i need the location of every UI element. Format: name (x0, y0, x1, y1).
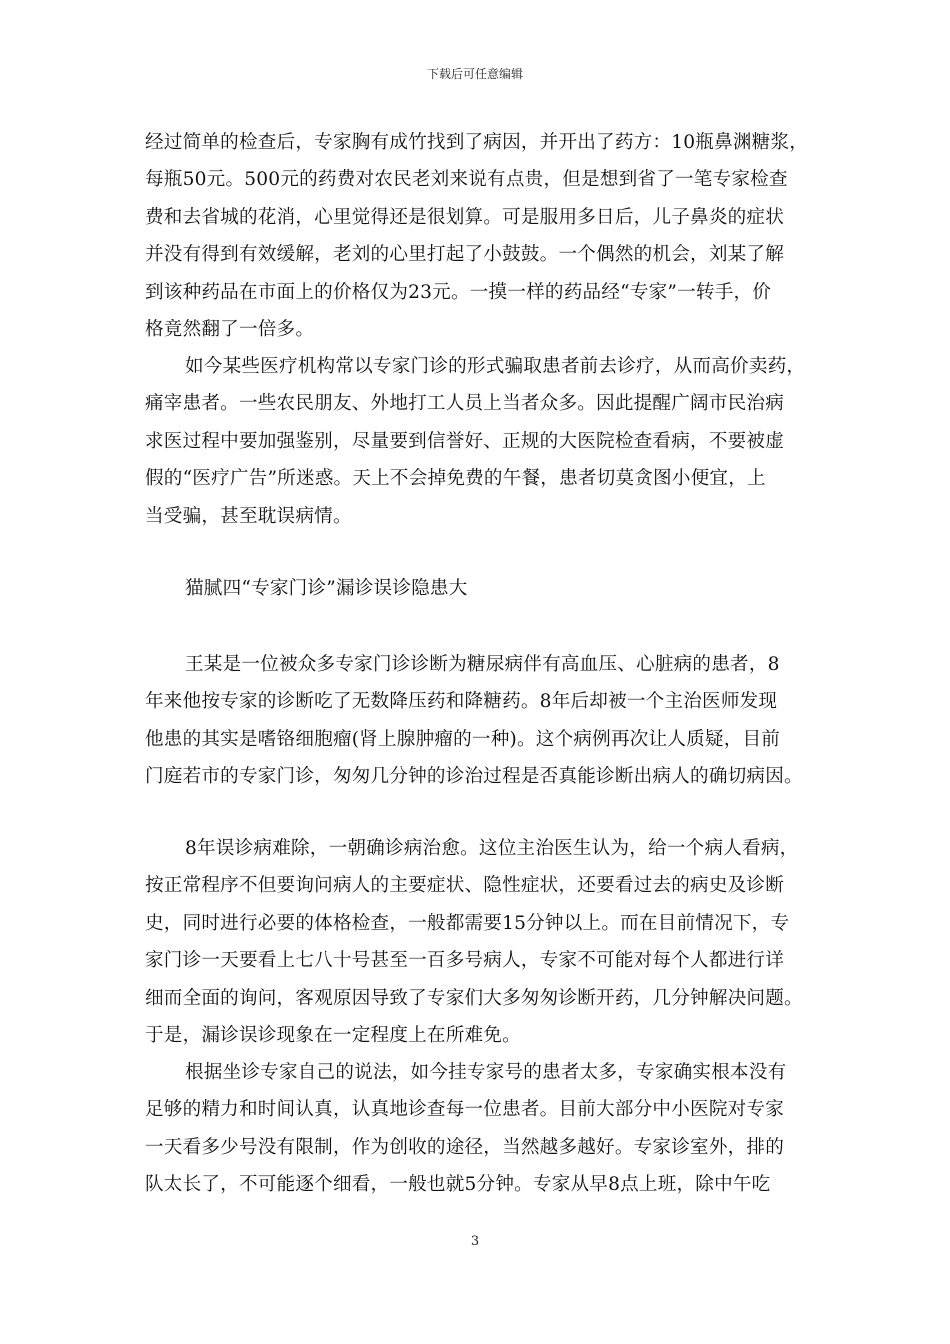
paragraph-3 (145, 646, 815, 796)
paragraph-line: 费和去省城的花消，心里觉得还是很划算。可是服用多日后，儿子鼻炎的症状 (145, 206, 784, 228)
paragraph-line: 求医过程中要加强鉴别，尽量要到信誉好、正规的大医院检查看病，不要被虚 (145, 430, 784, 452)
paragraph-1 (145, 124, 815, 348)
paragraph-2 (145, 348, 815, 535)
paragraph-line: 门庭若市的专家门诊，匆匆几分钟的诊治过程是否真能诊断出病人的确切病因。 (145, 766, 803, 788)
paragraph-line: 队太长了，不可能逐个细看，一般也就5分钟。专家从早8点上班，除中午吃 (145, 1174, 771, 1196)
paragraph-line: 格竟然翻了一倍多。 (145, 318, 315, 340)
paragraph-line: 到该种药品在市面上的价格仅为23元。一摸一样的药品经“专家”一转手，价 (145, 281, 772, 303)
paragraph-line: 于是，漏诊误诊现象在一定程度上在所难免。 (145, 1024, 521, 1046)
paragraph-line: 并没有得到有效缓解，老刘的心里打起了小鼓鼓。一个偶然的机会，刘某了解 (145, 244, 784, 266)
paragraph-line: 如今某些医疗机构常以专家门诊的形式骗取患者前去诊疗，从而高价卖药， (185, 356, 806, 377)
page-header: 下载后可任意编辑 (426, 67, 523, 81)
paragraph-line: 史，同时进行必要的体格检查，一般都需要15分钟以上。而在目前情况下，专 (145, 912, 790, 934)
section-heading (145, 570, 815, 607)
paragraph-line: 细而全面的询问，客观原因导致了专家们大多匆匆诊断开药，几分钟解决问题。 (145, 987, 803, 1009)
section-heading-text: 猫腻四“专家门诊”漏诊误诊隐患大 (185, 578, 468, 599)
paragraph-line: 王某是一位被众多专家门诊诊断为糖尿病伴有高血压、心脏病的患者，8 (185, 654, 780, 675)
paragraph-line: 痛宰患者。一些农民朋友、外地打工人员上当者众多。因此提醒广阔市民治病 (145, 393, 784, 415)
paragraph-line: 根据坐诊专家自己的说法，如今挂专家号的患者太多，专家确实根本没有 (185, 1062, 787, 1083)
paragraph-line: 当受骗，甚至耽误病情。 (145, 505, 352, 527)
paragraph-line: 足够的精力和时间认真，认真地诊查每一位患者。目前大部分中小医院对专家 (145, 1099, 784, 1121)
paragraph-line: 假的“医疗广告”所迷惑。天上不会掉免费的午餐，患者切莫贪图小便宜，上 (145, 468, 766, 490)
paragraph-line: 一天看多少号没有限制，作为创收的途径，当然越多越好。专家诊室外，排的 (145, 1136, 784, 1158)
paragraph-line: 每瓶50元。500元的药费对农民老刘来说有点贵，但是想到省了一笔专家检查 (145, 169, 788, 191)
paragraph-4 (145, 830, 815, 1054)
page-number: 3 (470, 1234, 480, 1249)
paragraph-line: 家门诊一天要看上七八十号甚至一百多号病人，专家不可能对每个人都进行详 (145, 950, 784, 972)
paragraph-line: 年来他按专家的诊断吃了无数降压药和降糖药。8年后却被一个主治医师发现 (145, 691, 778, 713)
paragraph-line: 8年误诊病难除，一朝确诊病治愈。这位主治医生认为，给一个病人看病， (185, 838, 799, 859)
paragraph-5 (145, 1054, 815, 1204)
paragraph-line: 经过简单的检查后，专家胸有成竹找到了病因，并开出了药方：10瓶鼻渊糖浆， (145, 132, 809, 153)
paragraph-line: 按正常程序不但要询问病人的主要症状、隐性症状，还要看过去的病史及诊断 (145, 875, 784, 897)
paragraph-line: 他患的其实是嗜铬细胞瘤(肾上腺肿瘤的一种)。这个病例再次让人质疑，目前 (145, 728, 781, 750)
